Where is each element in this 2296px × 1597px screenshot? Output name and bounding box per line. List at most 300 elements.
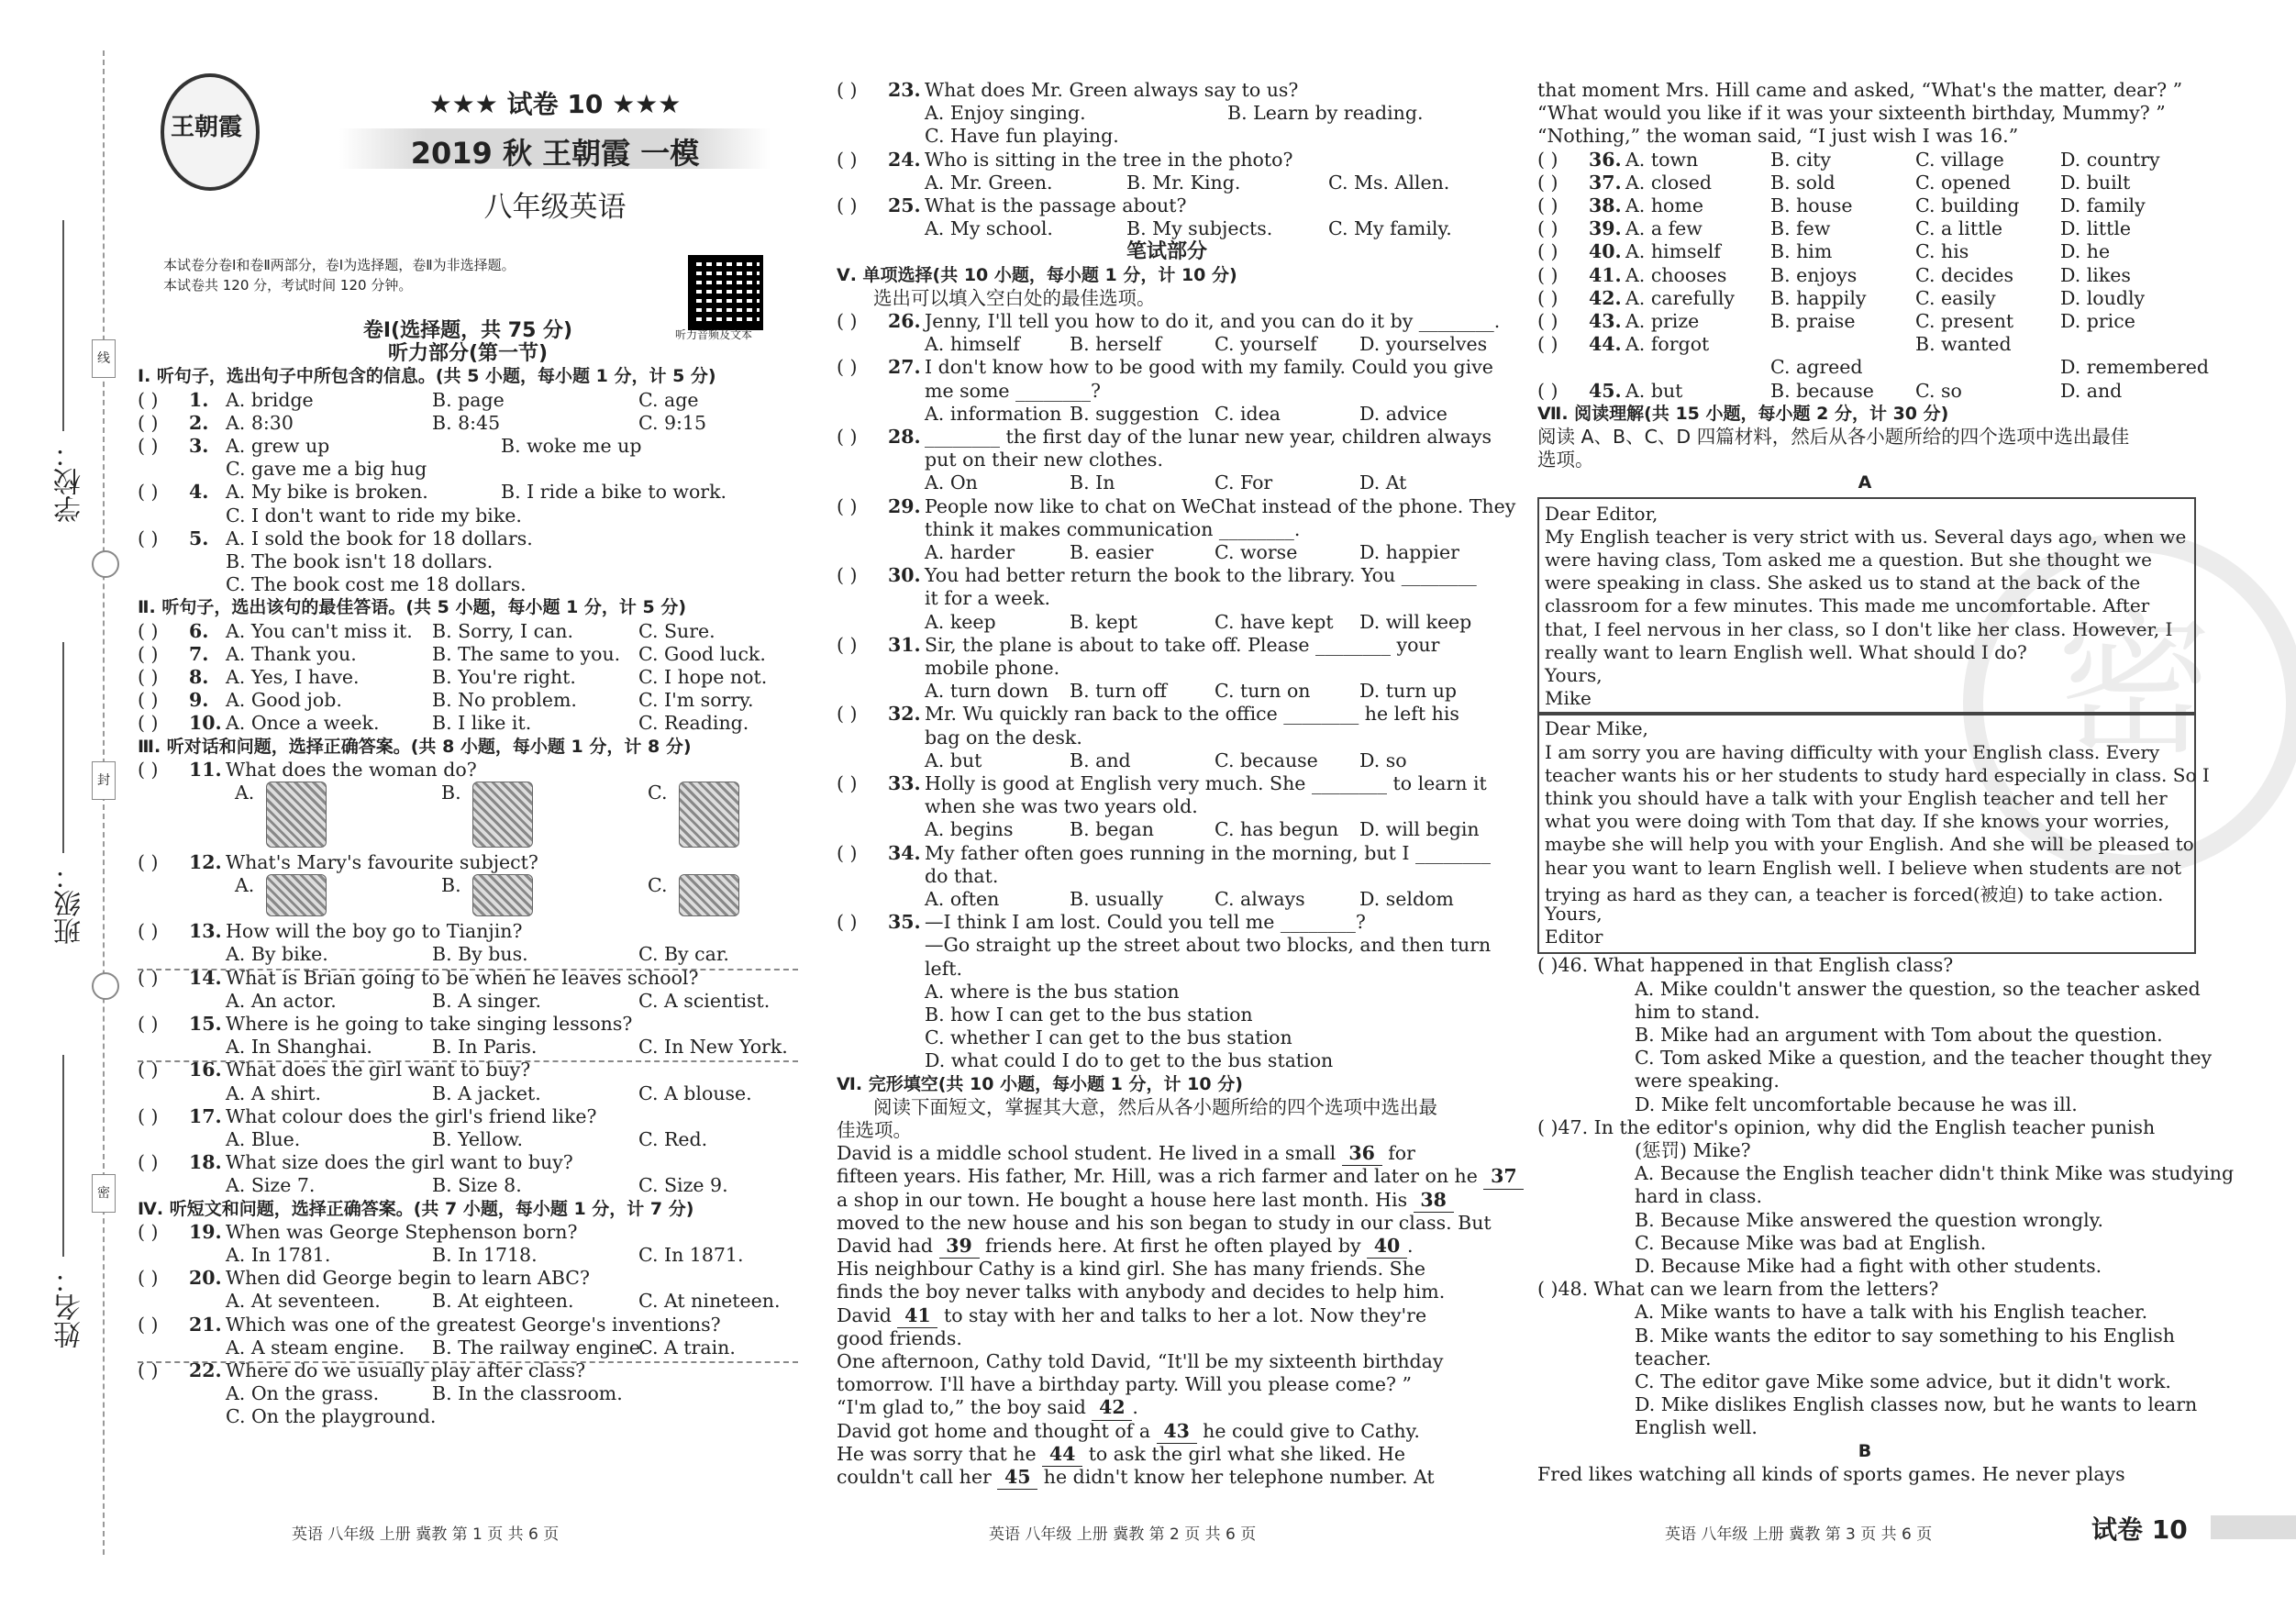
option: A. Mr. Green. bbox=[925, 171, 1053, 194]
question-text: You had better return the book to the library. You ________ bbox=[925, 564, 1477, 587]
letter-line: Dear Mike, bbox=[1545, 717, 1648, 740]
row bbox=[837, 471, 1497, 494]
cloze-blank[interactable]: 38 bbox=[1414, 1189, 1454, 1213]
answer-bracket: ( ) bbox=[138, 966, 159, 989]
note-line: 本试卷共 120 分，考试时间 120 分钟。 bbox=[163, 277, 413, 294]
option: A. home bbox=[1625, 194, 1703, 216]
question-number: 4. bbox=[189, 481, 209, 504]
option: B. A jacket. bbox=[432, 1081, 541, 1104]
option: B. easier bbox=[1070, 541, 1154, 563]
row bbox=[837, 380, 1497, 403]
instruction: 选出可以填入空白处的最佳选项。 bbox=[873, 286, 1156, 309]
cloze-line: finds the boy never talks with anybody and decides to help him. bbox=[837, 1281, 1446, 1303]
option: B. Mr. King. bbox=[1126, 171, 1241, 194]
option: (惩罚) Mike? bbox=[1635, 1139, 1751, 1161]
option: B. wanted bbox=[1915, 333, 2012, 356]
option: A. Yes, I have. bbox=[226, 666, 360, 688]
row bbox=[837, 264, 1497, 287]
answer-bracket: ( ) bbox=[138, 1151, 159, 1174]
row bbox=[837, 749, 1497, 772]
option: B. No problem. bbox=[432, 689, 577, 712]
option: B. Yellow. bbox=[432, 1128, 524, 1150]
option: C. I'm sorry. bbox=[638, 689, 754, 712]
option: C. always bbox=[1215, 888, 1305, 910]
row bbox=[837, 1004, 1497, 1026]
row bbox=[138, 1174, 798, 1197]
question-number: 43. bbox=[1589, 310, 1622, 332]
question-number: 10. bbox=[189, 712, 222, 735]
question-number: 14. bbox=[189, 966, 222, 989]
row bbox=[138, 736, 798, 759]
answer-bracket: ( ) bbox=[138, 435, 159, 457]
question-text: I don't know how to be good with my family. Could you give bbox=[925, 356, 1493, 379]
option: B. By bus. bbox=[432, 943, 528, 966]
continuation: C. gave me a big hug bbox=[226, 458, 427, 481]
option: A. forgot bbox=[1625, 333, 1710, 356]
row bbox=[837, 888, 1497, 911]
question-number: 38. bbox=[1589, 194, 1622, 216]
option: B. woke me up bbox=[501, 435, 642, 457]
option: teacher. bbox=[1635, 1347, 1712, 1370]
option: English well. bbox=[1635, 1416, 1758, 1439]
question-number: 9. bbox=[189, 689, 209, 712]
cloze-line: fifteen years. His father, Mr. Hill, was a rich farmer and later on he 37 bbox=[837, 1165, 1524, 1189]
footer-badge: 试卷 10 bbox=[2091, 1514, 2188, 1545]
row bbox=[837, 1096, 1497, 1119]
option: were speaking. bbox=[1635, 1070, 1780, 1092]
footer-band bbox=[2211, 1515, 2296, 1539]
option: A. You can't miss it. bbox=[226, 619, 413, 642]
row bbox=[837, 287, 1497, 310]
option: A. By bike. bbox=[226, 943, 328, 966]
option: C. Good luck. bbox=[638, 642, 766, 665]
row bbox=[837, 149, 1497, 172]
answer-bracket: ( ) bbox=[837, 148, 858, 171]
answer-bracket: ( ) bbox=[837, 564, 858, 587]
class-blank[interactable] bbox=[62, 642, 64, 853]
footer-page-2: 英语 八年级 上册 冀教 第 2 页 共 6 页 bbox=[989, 1525, 1257, 1544]
option: B. began bbox=[1070, 818, 1154, 841]
cloze-question bbox=[1537, 172, 2198, 194]
row bbox=[837, 634, 1497, 657]
letter-line: what you were doing with Tom that day. If she knows your worries, bbox=[1545, 810, 2170, 833]
row bbox=[837, 102, 1497, 125]
letter-line: hear you want to learn English well. I believe when students are not bbox=[1545, 856, 2181, 879]
option: C. have kept bbox=[1215, 610, 1334, 633]
answer-bracket: ( ) bbox=[837, 633, 858, 656]
row bbox=[837, 518, 1497, 541]
option: A. bridge bbox=[226, 388, 314, 411]
option: B. page bbox=[432, 388, 505, 411]
continuation: put on their new clothes. bbox=[925, 449, 1163, 471]
row bbox=[837, 217, 1497, 240]
answer-bracket: ( ) bbox=[837, 494, 858, 517]
answer-bracket: ( ) bbox=[138, 411, 159, 434]
question-number: 36. bbox=[1589, 148, 1622, 171]
row bbox=[138, 412, 798, 435]
question-number: 22. bbox=[189, 1359, 222, 1381]
row bbox=[138, 643, 798, 666]
option: D. will keep bbox=[1359, 610, 1472, 633]
row bbox=[837, 79, 1497, 102]
binding-hole bbox=[92, 972, 119, 1000]
answer-bracket: ( ) bbox=[1537, 333, 1558, 356]
row bbox=[138, 1244, 798, 1267]
footer-page-1: 英语 八年级 上册 冀教 第 1 页 共 6 页 bbox=[292, 1525, 560, 1544]
continuation: B. The book isn't 18 dollars. bbox=[226, 550, 494, 572]
question-number: 12. bbox=[189, 850, 222, 873]
option: C. By car. bbox=[638, 943, 729, 966]
option: A. In Shanghai. bbox=[226, 1036, 372, 1059]
option: B. Mike had an argument with Tom about the question. bbox=[1635, 1024, 2163, 1046]
section-title: Ⅱ. 听句子，选出该句的最佳答语。(共 5 小题，每小题 1 分，计 5 分) bbox=[138, 597, 687, 618]
option: C. A train. bbox=[638, 1336, 736, 1359]
row bbox=[837, 310, 1501, 333]
option: D. Because Mike had a fight with other students. bbox=[1635, 1255, 2102, 1277]
answer-bracket: ( ) bbox=[837, 310, 858, 332]
footer-page-3: 英语 八年级 上册 冀教 第 3 页 共 6 页 bbox=[1665, 1525, 1933, 1544]
section-title: Ⅵ. 完形填空(共 10 小题，每小题 1 分，计 10 分) bbox=[837, 1073, 1243, 1094]
cloze-line: “Nothing,” the woman said, “I just wish I was 16.” bbox=[1537, 125, 2019, 148]
row bbox=[837, 426, 1497, 449]
cloze-line: couldn't call her 45 he didn't know her telephone number. At bbox=[837, 1466, 1435, 1490]
answer-bracket: ( ) bbox=[1537, 310, 1558, 332]
cloze-blank[interactable]: 42 bbox=[1092, 1396, 1132, 1420]
option: B. A singer. bbox=[432, 989, 542, 1012]
question-text: ________ the first day of the lunar new year, children always bbox=[925, 426, 1492, 448]
row bbox=[138, 596, 798, 619]
answer-bracket: ( ) bbox=[138, 642, 159, 665]
section-title: Ⅳ. 听短文和问题，选择正确答案。(共 7 小题，每小题 1 分，计 7 分) bbox=[138, 1198, 694, 1219]
question-number: 20. bbox=[189, 1267, 222, 1290]
question-number: 1. bbox=[189, 388, 209, 411]
passage-label: B bbox=[1858, 1440, 1872, 1461]
section-title: Ⅶ. 阅读理解(共 15 小题，每小题 2 分，计 30 分) bbox=[1537, 403, 1949, 424]
option: C. A scientist. bbox=[638, 989, 771, 1012]
question-text: Who is sitting in the tree in the photo? bbox=[925, 148, 1293, 171]
row bbox=[837, 772, 1497, 795]
answer-bracket: ( ) bbox=[138, 619, 159, 642]
question-number: 45. bbox=[1589, 379, 1622, 402]
letter-line: maybe she will help you with your English. And she will be pleased to bbox=[1545, 833, 2194, 856]
letter-line: teacher wants his or her students to study hard especially in class. So I bbox=[1545, 763, 2210, 786]
option: B. I ride a bike to work. bbox=[501, 481, 727, 504]
option: A. information bbox=[925, 402, 1062, 425]
question-text: When was George Stephenson born? bbox=[226, 1220, 578, 1243]
question-text: What is the passage about? bbox=[925, 194, 1187, 216]
letter-line: Dear Editor, bbox=[1545, 502, 1658, 525]
picture-option[interactable] bbox=[679, 782, 739, 848]
row bbox=[837, 934, 1497, 957]
row bbox=[837, 172, 1497, 194]
option: C. building bbox=[1915, 194, 2020, 216]
row bbox=[138, 1036, 798, 1059]
row bbox=[837, 818, 1497, 841]
answer-bracket: ( ) bbox=[837, 426, 858, 448]
row bbox=[138, 550, 798, 573]
question-number: 37. bbox=[1589, 171, 1622, 194]
row bbox=[138, 527, 798, 550]
question-text: Jenny, I'll tell you how to do it, and you can do it by ________. bbox=[925, 310, 1501, 332]
option: B. house bbox=[1770, 194, 1853, 216]
option: B. suggestion bbox=[1070, 402, 1200, 425]
question-text: A. I sold the book for 18 dollars. bbox=[226, 527, 533, 549]
option: C. age bbox=[638, 388, 699, 411]
row bbox=[837, 1119, 1497, 1142]
picture-option-label: A. bbox=[235, 873, 255, 896]
answer-bracket: ( ) bbox=[837, 79, 858, 101]
picture-option[interactable] bbox=[679, 874, 739, 916]
answer-bracket: ( ) bbox=[138, 666, 159, 688]
option: C. worse bbox=[1215, 541, 1298, 563]
option: hard in class. bbox=[1635, 1185, 1762, 1208]
cloze-blank[interactable]: 44 bbox=[1042, 1443, 1082, 1467]
cloze-line: moved to the new house and his son began to study in our class. But bbox=[837, 1211, 1492, 1234]
option: C. Reading. bbox=[638, 712, 749, 735]
option: D. turn up bbox=[1359, 680, 1458, 703]
option: C. a little bbox=[1915, 217, 2003, 240]
question-number: 44. bbox=[1589, 333, 1622, 356]
name-blank[interactable] bbox=[62, 1055, 64, 1257]
answer-bracket: ( ) bbox=[138, 1220, 159, 1243]
question-text: Which was one of the greatest George's inventions? bbox=[226, 1313, 721, 1336]
question-number: 31. bbox=[888, 633, 921, 656]
option: D. little bbox=[2060, 217, 2132, 240]
option: D. advice bbox=[1359, 402, 1447, 425]
binding-mark-seal: 封 bbox=[92, 761, 116, 800]
question-text: How will the boy go to Tianjin? bbox=[226, 920, 523, 943]
question-text: What does the woman do? bbox=[226, 758, 477, 781]
note-line: 本试卷分卷Ⅰ和卷Ⅱ两部分，卷Ⅰ为选择题，卷Ⅱ为非选择题。 bbox=[163, 257, 516, 273]
question-text: Where do we usually play after class? bbox=[226, 1359, 586, 1381]
option: D. loudly bbox=[2060, 286, 2146, 309]
answer-bracket: ( ) bbox=[1537, 240, 1558, 263]
option: D. he bbox=[2060, 240, 2111, 263]
question-number: 11. bbox=[189, 758, 222, 781]
row bbox=[837, 611, 1497, 634]
option: D. family bbox=[2060, 194, 2146, 216]
row bbox=[138, 920, 798, 943]
question-text: What does Mr. Green always say to us? bbox=[925, 79, 1299, 101]
cloze-line: “What would you like if it was your sixteenth birthday, Mummy? ” bbox=[1537, 102, 2166, 125]
reading-question: ( )46. What happened in that English class? bbox=[1537, 954, 1954, 977]
row bbox=[837, 587, 1497, 610]
answer-bracket: ( ) bbox=[1537, 379, 1558, 402]
picture-option-label: C. bbox=[648, 873, 668, 896]
letter-line: trying as hard as they can, a teacher is forced(被迫) to take action. bbox=[1545, 882, 2164, 905]
answer-bracket: ( ) bbox=[138, 758, 159, 781]
instruction: 佳选项。 bbox=[837, 1119, 912, 1141]
row bbox=[138, 1059, 798, 1081]
option: A. begins bbox=[925, 818, 1014, 841]
row bbox=[138, 1082, 798, 1105]
option: D. yourselves bbox=[1359, 333, 1488, 356]
answer-bracket: ( ) bbox=[1537, 194, 1558, 216]
row bbox=[837, 911, 1497, 934]
option: A. a few bbox=[1625, 217, 1703, 240]
section-heading: 笔试部分 bbox=[1126, 240, 1207, 264]
letter-line: were having class, Tom asked me a question. But she thought we bbox=[1545, 548, 2152, 571]
row bbox=[138, 319, 798, 342]
row bbox=[837, 842, 1497, 865]
cloze-blank[interactable]: 45 bbox=[997, 1466, 1037, 1490]
row bbox=[837, 795, 1497, 818]
answer-bracket: ( ) bbox=[1537, 171, 1558, 194]
letter-line: really want to learn English well. What should I do? bbox=[1545, 640, 2027, 663]
option: B. In 1718. bbox=[432, 1244, 538, 1266]
option: B. You're right. bbox=[432, 666, 576, 688]
question-number: 16. bbox=[189, 1059, 222, 1081]
question-text: What is Brian going to be when he leaves school? bbox=[226, 966, 699, 989]
continuation: —Go straight up the street about two blocks, and then turn bbox=[925, 934, 1492, 957]
row bbox=[138, 1151, 798, 1174]
option: B. sold bbox=[1770, 171, 1836, 194]
row bbox=[837, 657, 1497, 680]
cloze-line: David had 39 friends here. At first he often played by 40 . bbox=[837, 1235, 1414, 1259]
option: C. opened bbox=[1915, 171, 2012, 194]
section-heading: 卷Ⅰ(选择题，共 75 分) bbox=[362, 319, 573, 342]
option: B. In Paris. bbox=[432, 1036, 538, 1059]
option: B. city bbox=[1770, 148, 1831, 171]
cloze-blank[interactable]: 36 bbox=[1342, 1142, 1382, 1166]
question-number: 2. bbox=[189, 411, 209, 434]
picture-option[interactable] bbox=[472, 874, 533, 916]
continuation: D. what could I do to get to the bus station bbox=[925, 1049, 1334, 1072]
continuation: mobile phone. bbox=[925, 657, 1060, 679]
cloze-question bbox=[1537, 310, 2198, 333]
question-number: 28. bbox=[888, 426, 921, 448]
continuation: when she was two years old. bbox=[925, 795, 1198, 818]
section-title: Ⅴ. 单项选择(共 10 小题，每小题 1 分，计 10 分) bbox=[837, 264, 1237, 285]
option: B. Sorry, I can. bbox=[432, 619, 574, 642]
question-text: Holly is good at English very much. She ________ to learn it bbox=[925, 772, 1487, 794]
row bbox=[138, 1267, 798, 1290]
option: A. Mike wants to have a talk with his English teacher. bbox=[1635, 1301, 2148, 1324]
cloze-blank[interactable]: 43 bbox=[1157, 1420, 1197, 1444]
picture-option-label: A. bbox=[235, 782, 255, 804]
option: B. because bbox=[1770, 379, 1874, 402]
question-text: Mr. Wu quickly ran back to the office ________ he left his bbox=[925, 703, 1459, 726]
school-blank[interactable] bbox=[62, 220, 64, 431]
exam-notes bbox=[163, 255, 516, 295]
row bbox=[138, 990, 798, 1013]
option: A. Enjoy singing. bbox=[925, 102, 1086, 125]
continuation: it for a week. bbox=[925, 587, 1051, 610]
row bbox=[138, 666, 798, 689]
question-number: 17. bbox=[189, 1104, 222, 1127]
answer-bracket: ( ) bbox=[138, 850, 159, 873]
cloze-blank[interactable]: 37 bbox=[1483, 1165, 1524, 1189]
picture-option[interactable] bbox=[472, 782, 533, 848]
picture-option[interactable] bbox=[266, 782, 327, 848]
question-number: 13. bbox=[189, 920, 222, 943]
row bbox=[837, 1026, 1497, 1049]
answer-bracket: ( ) bbox=[138, 1104, 159, 1127]
row bbox=[837, 680, 1497, 703]
watermark-seal: 密 bbox=[1963, 532, 2296, 875]
option: D. price bbox=[2060, 310, 2135, 332]
row bbox=[837, 564, 1497, 587]
question-number: 15. bbox=[189, 1013, 222, 1035]
option: C. decides bbox=[1915, 263, 2014, 286]
option: C. Sure. bbox=[638, 619, 715, 642]
answer-bracket: ( ) bbox=[1537, 148, 1558, 171]
cloze-question bbox=[1537, 194, 2198, 217]
reading-question: ( )47. In the editor's opinion, why did the English teacher punish bbox=[1537, 1115, 2156, 1138]
option: B. In the classroom. bbox=[432, 1382, 623, 1405]
row bbox=[837, 865, 1497, 888]
question-number: 26. bbox=[888, 310, 921, 332]
cloze-question bbox=[1537, 264, 2198, 287]
option: A. 8:30 bbox=[226, 411, 294, 434]
question-text: My father often goes running in the morning, but I ________ bbox=[925, 841, 1492, 864]
row bbox=[138, 712, 798, 735]
cloze-blank[interactable]: 39 bbox=[939, 1235, 980, 1259]
row bbox=[837, 125, 1497, 148]
cloze-blank[interactable]: 41 bbox=[897, 1304, 937, 1328]
option: A. himself bbox=[925, 333, 1020, 356]
row bbox=[138, 943, 798, 966]
row bbox=[138, 1314, 798, 1336]
option: A. Because the English teacher didn't think Mike was studying bbox=[1635, 1162, 2235, 1185]
question-number: 23. bbox=[888, 79, 921, 101]
qr-caption: 听力音频及文本 bbox=[675, 328, 753, 341]
continuation: think it makes communication ________. bbox=[925, 517, 1301, 540]
cloze-line: David 41 to stay with her and talks to her a lot. Now they're bbox=[837, 1304, 1426, 1328]
row bbox=[837, 240, 1497, 263]
option: C. has begun bbox=[1215, 818, 1339, 841]
row bbox=[138, 851, 798, 874]
option: A. chooses bbox=[1625, 263, 1727, 286]
option: C. village bbox=[1915, 148, 2004, 171]
picture-option-label: B. bbox=[441, 873, 461, 896]
option: C. Red. bbox=[638, 1128, 708, 1150]
row bbox=[138, 342, 798, 365]
row bbox=[837, 981, 1497, 1004]
letter-to-mike bbox=[1537, 712, 2210, 954]
question-number: 24. bbox=[888, 148, 921, 171]
option: C. The editor gave Mike some advice, but it didn't work. bbox=[1635, 1370, 2171, 1392]
picture-option[interactable] bbox=[266, 874, 327, 916]
row bbox=[138, 1128, 798, 1151]
option: B. 8:45 bbox=[432, 411, 501, 434]
answer-bracket: ( ) bbox=[1537, 217, 1558, 240]
subject-title: 八年级英语 bbox=[483, 191, 627, 224]
letter-to-editor bbox=[1537, 497, 2196, 716]
row bbox=[138, 1405, 798, 1428]
option: C. agreed bbox=[1770, 356, 1863, 379]
class-label: 班级： bbox=[54, 862, 86, 945]
option: A. town bbox=[1625, 148, 1699, 171]
cloze-question bbox=[1537, 380, 2198, 403]
option: B. praise bbox=[1770, 310, 1856, 332]
continuation: bag on the desk. bbox=[925, 726, 1082, 749]
question-number: 3. bbox=[189, 435, 209, 457]
continuation: C. The book cost me 18 dollars. bbox=[226, 573, 527, 596]
option: D. country bbox=[2060, 148, 2160, 171]
option: D. will begin bbox=[1359, 818, 1480, 841]
continuation: A. where is the bus station bbox=[925, 980, 1180, 1003]
question-text: What does the girl want to buy? bbox=[226, 1059, 531, 1081]
option: A. harder bbox=[925, 541, 1015, 563]
option: A. In 1781. bbox=[226, 1244, 331, 1266]
cloze-blank[interactable]: 40 bbox=[1367, 1235, 1407, 1259]
row bbox=[138, 1105, 798, 1128]
row bbox=[138, 782, 798, 851]
row bbox=[138, 365, 798, 388]
row bbox=[138, 1382, 798, 1405]
option: C. In New York. bbox=[638, 1036, 788, 1059]
